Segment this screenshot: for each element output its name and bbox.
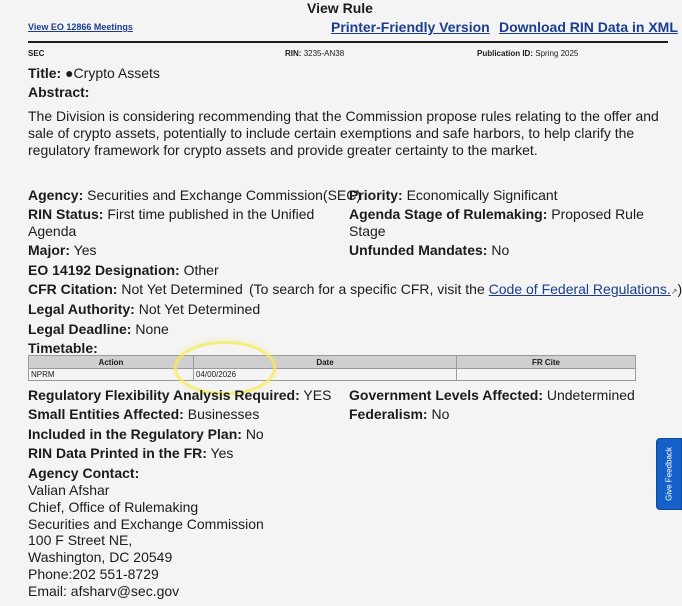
rin-status-value-cont: Agenda: [28, 223, 77, 239]
cell-date: 04/00/2026: [194, 369, 457, 381]
cell-fr-cite: [457, 369, 636, 381]
external-link-icon: ↗: [670, 287, 678, 296]
header-divider: [28, 41, 668, 43]
federalism-label: Federalism:: [349, 406, 428, 422]
abstract-text: The Division is considering recommending that the Commission propose rules relating to the offer and sale of crypto assets, potentially to include certain exemptions and safe harbors, to help clarify the regulatory framework for crypto assets and provide greater certainty to the market.: [28, 108, 659, 158]
regulatory-plan-row: [28, 426, 264, 443]
title-label: Title:: [28, 65, 62, 81]
rule-title: [28, 65, 160, 82]
gov-levels-row: [349, 387, 635, 404]
rin-printed-value: Yes: [210, 445, 234, 461]
federalism-row: [349, 406, 449, 423]
eo-meetings-link[interactable]: View EO 12866 Meetings: [28, 22, 133, 32]
priority-label: Priority:: [349, 187, 403, 203]
agenda-stage-row: [349, 206, 644, 223]
rin-meta: [285, 49, 344, 58]
download-xml-link[interactable]: Download RIN Data in XML: [499, 19, 678, 35]
cell-action: NPRM: [29, 369, 194, 381]
header-fr-cite: FR Cite: [457, 356, 636, 369]
give-feedback-button[interactable]: [656, 438, 682, 510]
rin-label: RIN:: [285, 49, 302, 58]
timetable-header-row: [29, 356, 636, 369]
major-label: Major:: [28, 242, 70, 258]
contact-name: Valian Afshar: [28, 482, 110, 498]
publication-meta: [477, 49, 578, 58]
rin-printed-label: RIN Data Printed in the FR:: [28, 445, 207, 461]
agency-value: Securities and Exchange Commission(SEC): [87, 187, 362, 203]
cfr-row: [28, 281, 243, 298]
agency-label: Agency:: [28, 187, 84, 203]
agenda-stage-value-cont: Stage: [349, 223, 386, 239]
unfunded-row: [349, 242, 509, 259]
eo-designation-label: EO 14192 Designation:: [28, 262, 180, 278]
priority-value: Economically Significant: [406, 187, 558, 203]
abstract-label: Abstract:: [28, 84, 90, 100]
legal-authority-row: [28, 301, 260, 318]
contact-street: 100 F Street NE,: [28, 532, 133, 548]
timetable-table: [28, 355, 636, 381]
cfr-note-close: ): [677, 281, 682, 297]
rfa-value: YES: [303, 387, 332, 403]
legal-authority-label: Legal Authority:: [28, 301, 135, 317]
rfa-row: [28, 387, 331, 404]
contact-city: Washington, DC 20549: [28, 549, 173, 565]
rin-value: 3235-AN38: [303, 49, 345, 58]
legal-deadline-label: Legal Deadline:: [28, 321, 132, 337]
regulatory-plan-value: No: [245, 426, 264, 442]
publication-value: Spring 2025: [535, 49, 579, 58]
cfr-value: Not Yet Determined: [121, 281, 243, 297]
page-title: View Rule: [307, 0, 373, 16]
legal-authority-value: Not Yet Determined: [138, 301, 261, 317]
contact-email: Email: afsharv@sec.gov: [28, 583, 180, 599]
give-feedback-label: Give Feedback: [664, 447, 674, 501]
legal-deadline-row: [28, 321, 169, 338]
unfunded-value: No: [491, 242, 510, 258]
timetable-label: Timetable:: [28, 340, 98, 356]
rfa-label: Regulatory Flexibility Analysis Required:: [28, 387, 300, 403]
contact-phone: Phone:202 551-8729: [28, 566, 159, 582]
priority-row: [349, 187, 558, 204]
rin-status-label: RIN Status:: [28, 206, 104, 222]
cfr-label: CFR Citation:: [28, 281, 118, 297]
unfunded-label: Unfunded Mandates:: [349, 242, 488, 258]
agency-contact-label: Agency Contact:: [28, 465, 140, 481]
table-row: [29, 369, 636, 381]
cfr-link[interactable]: Code of Federal Regulations.: [488, 281, 671, 297]
legal-deadline-value: None: [135, 321, 169, 337]
header-action: Action: [29, 356, 194, 369]
eo-designation-value: Other: [183, 262, 219, 278]
small-entities-value: Businesses: [187, 406, 260, 422]
rin-status-value: First time published in the Unified: [107, 206, 315, 222]
publication-label: Publication ID:: [477, 49, 533, 58]
small-entities-row: [28, 406, 259, 423]
regulatory-plan-label: Included in the Regulatory Plan:: [28, 426, 242, 442]
cfr-note-text: (To search for a specific CFR, visit the: [249, 281, 485, 297]
agency-row: [28, 187, 361, 204]
printer-friendly-link[interactable]: Printer-Friendly Version: [331, 19, 490, 35]
cfr-note: [249, 281, 682, 300]
eo-designation-row: [28, 262, 219, 279]
small-entities-label: Small Entities Affected:: [28, 406, 184, 422]
agenda-stage-label: Agenda Stage of Rulemaking:: [349, 206, 548, 222]
contact-title: Chief, Office of Rulemaking: [28, 499, 199, 515]
rin-status-row: [28, 206, 314, 223]
contact-org: Securities and Exchange Commission: [28, 516, 264, 532]
gov-levels-label: Government Levels Affected:: [349, 387, 543, 403]
major-row: [28, 242, 96, 259]
header-date: Date: [194, 356, 457, 369]
federalism-value: No: [431, 406, 450, 422]
gov-levels-value: Undetermined: [546, 387, 635, 403]
agenda-stage-value: Proposed Rule: [551, 206, 644, 222]
title-value: ●Crypto Assets: [65, 65, 160, 81]
major-value: Yes: [73, 242, 97, 258]
agency-abbr: SEC: [28, 49, 45, 58]
rin-printed-row: [28, 445, 233, 462]
